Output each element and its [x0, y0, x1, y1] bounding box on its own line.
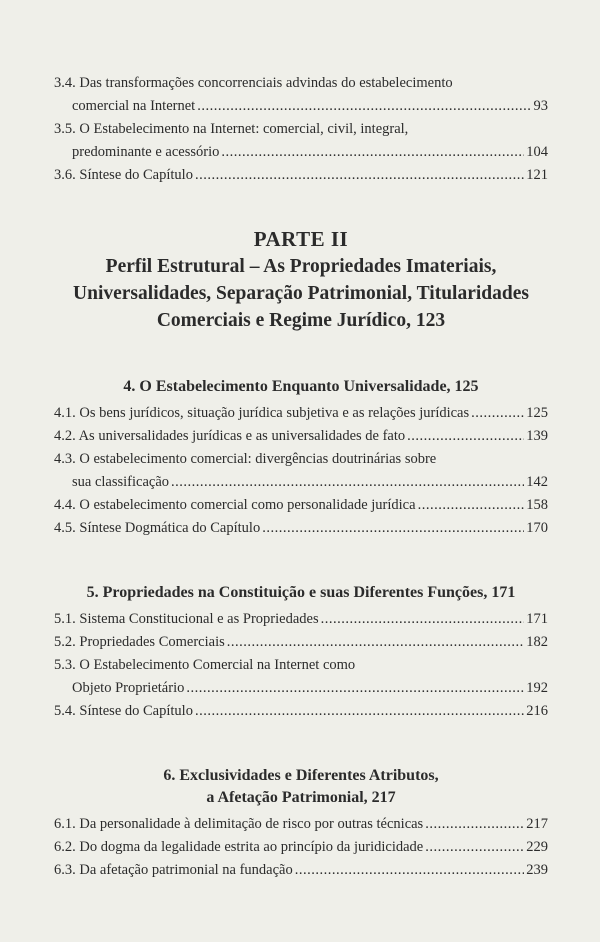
toc-entry-3-5[interactable]: [54, 118, 548, 164]
leader-dots: [425, 813, 524, 836]
toc-entry-4-5[interactable]: [54, 517, 548, 540]
part-heading: [54, 225, 548, 334]
leader-dots: [186, 677, 524, 700]
toc-entry-text: predominante e acessório: [72, 144, 220, 160]
toc-entry-text: 5.1. Sistema Constitucional e as Propriedades: [54, 611, 319, 627]
toc-entry-6-1[interactable]: [54, 813, 548, 836]
toc-entry-text: 3.4. Das transformações concorrenciais advindas do estabelecimento: [54, 75, 453, 91]
toc-entry-text: Objeto Proprietário: [72, 680, 185, 696]
part-title-line: Universalidades, Separação Patrimonial, Titularidades: [73, 283, 529, 304]
toc-entry-4-1[interactable]: [54, 402, 548, 425]
chapter-heading-line: 6. Exclusividades e Diferentes Atributos,: [163, 767, 439, 784]
toc-entry-3-4[interactable]: [54, 72, 548, 118]
toc-section-chapter3: [54, 72, 548, 187]
toc-page-number: 142: [526, 474, 548, 490]
toc-entry-text: 3.5. O Estabelecimento na Internet: comercial, civil, integral,: [54, 121, 409, 137]
toc-entry-text: 4.3. O estabelecimento comercial: divergências doutrinárias sobre: [54, 451, 437, 467]
toc-entry-text: 3.6. Síntese do Capítulo: [54, 167, 193, 183]
toc-page: [54, 72, 548, 882]
toc-page-number: 158: [526, 497, 548, 513]
toc-page-number: 239: [526, 862, 548, 878]
leader-dots: [197, 95, 531, 118]
toc-entry-text: 5.4. Síntese do Capítulo: [54, 703, 193, 719]
leader-dots: [195, 164, 524, 187]
toc-entry-4-3[interactable]: [54, 448, 548, 494]
toc-page-number: 216: [526, 703, 548, 719]
toc-page-number: 125: [526, 405, 548, 421]
toc-entry-text: 4.5. Síntese Dogmática do Capítulo: [54, 520, 261, 536]
toc-entry-5-2[interactable]: [54, 631, 548, 654]
toc-page-number: 192: [526, 680, 548, 696]
chapter-heading-4[interactable]: 4. O Estabelecimento Enquanto Universalidade, 125: [123, 378, 479, 395]
toc-entry-3-6[interactable]: [54, 164, 548, 187]
toc-section-chapter4: [54, 402, 548, 540]
leader-dots: [418, 494, 525, 517]
leader-dots: [295, 859, 525, 882]
toc-entry-text: 5.3. O Estabelecimento Comercial na Internet como: [54, 657, 356, 673]
toc-entry-text: 6.3. Da afetação patrimonial na fundação: [54, 862, 293, 878]
toc-entry-5-1[interactable]: [54, 608, 548, 631]
toc-page-number: 139: [526, 428, 548, 444]
toc-entry-text: 4.4. O estabelecimento comercial como personalidade jurídica: [54, 497, 416, 513]
toc-section-chapter5: [54, 608, 548, 723]
toc-entry-text: comercial na Internet: [72, 98, 196, 114]
leader-dots: [471, 402, 524, 425]
chapter-heading-5[interactable]: 5. Propriedades na Constituição e suas Diferentes Funções, 171: [86, 584, 516, 601]
toc-page-number: 171: [526, 611, 548, 627]
toc-entry-4-2[interactable]: [54, 425, 548, 448]
toc-entry-4-4[interactable]: [54, 494, 548, 517]
leader-dots: [195, 700, 524, 723]
chapter-heading-line: a Afetação Patrimonial, 217: [206, 789, 396, 806]
leader-dots: [425, 836, 524, 859]
toc-entry-5-4[interactable]: [54, 700, 548, 723]
toc-page-number: 229: [526, 839, 548, 855]
toc-page-number: 182: [526, 634, 548, 650]
toc-entry-6-3[interactable]: [54, 859, 548, 882]
toc-entry-text: sua classificação: [72, 474, 170, 490]
toc-entry-text: 4.2. As universalidades jurídicas e as universalidades de fato: [54, 428, 406, 444]
toc-page-number: 217: [526, 816, 548, 832]
part-title-line: Perfil Estrutural – As Propriedades Imateriais,: [105, 256, 497, 277]
toc-page-number: 170: [526, 520, 548, 536]
toc-page-number: 93: [533, 98, 548, 114]
leader-dots: [262, 517, 524, 540]
toc-entry-text: 6.1. Da personalidade à delimitação de risco por outras técnicas: [54, 816, 424, 832]
leader-dots: [227, 631, 525, 654]
part-label: PARTE II: [253, 227, 349, 251]
toc-section-chapter6: [54, 813, 548, 882]
chapter-heading-6[interactable]: [54, 765, 548, 809]
toc-entry-text: 4.1. Os bens jurídicos, situação jurídica subjetiva e as relações jurídicas: [54, 405, 470, 421]
toc-entry-text: 5.2. Propriedades Comerciais: [54, 634, 225, 650]
toc-entry-5-3[interactable]: [54, 654, 548, 700]
leader-dots: [171, 471, 524, 494]
leader-dots: [321, 608, 525, 631]
toc-entry-text: 6.2. Do dogma da legalidade estrita ao princípio da juridicidade: [54, 839, 424, 855]
leader-dots: [221, 141, 524, 164]
leader-dots: [407, 425, 524, 448]
part-title-line: Comerciais e Regime Jurídico, 123: [156, 310, 446, 331]
toc-page-number: 121: [526, 167, 548, 183]
toc-page-number: 104: [526, 144, 548, 160]
toc-entry-6-2[interactable]: [54, 836, 548, 859]
